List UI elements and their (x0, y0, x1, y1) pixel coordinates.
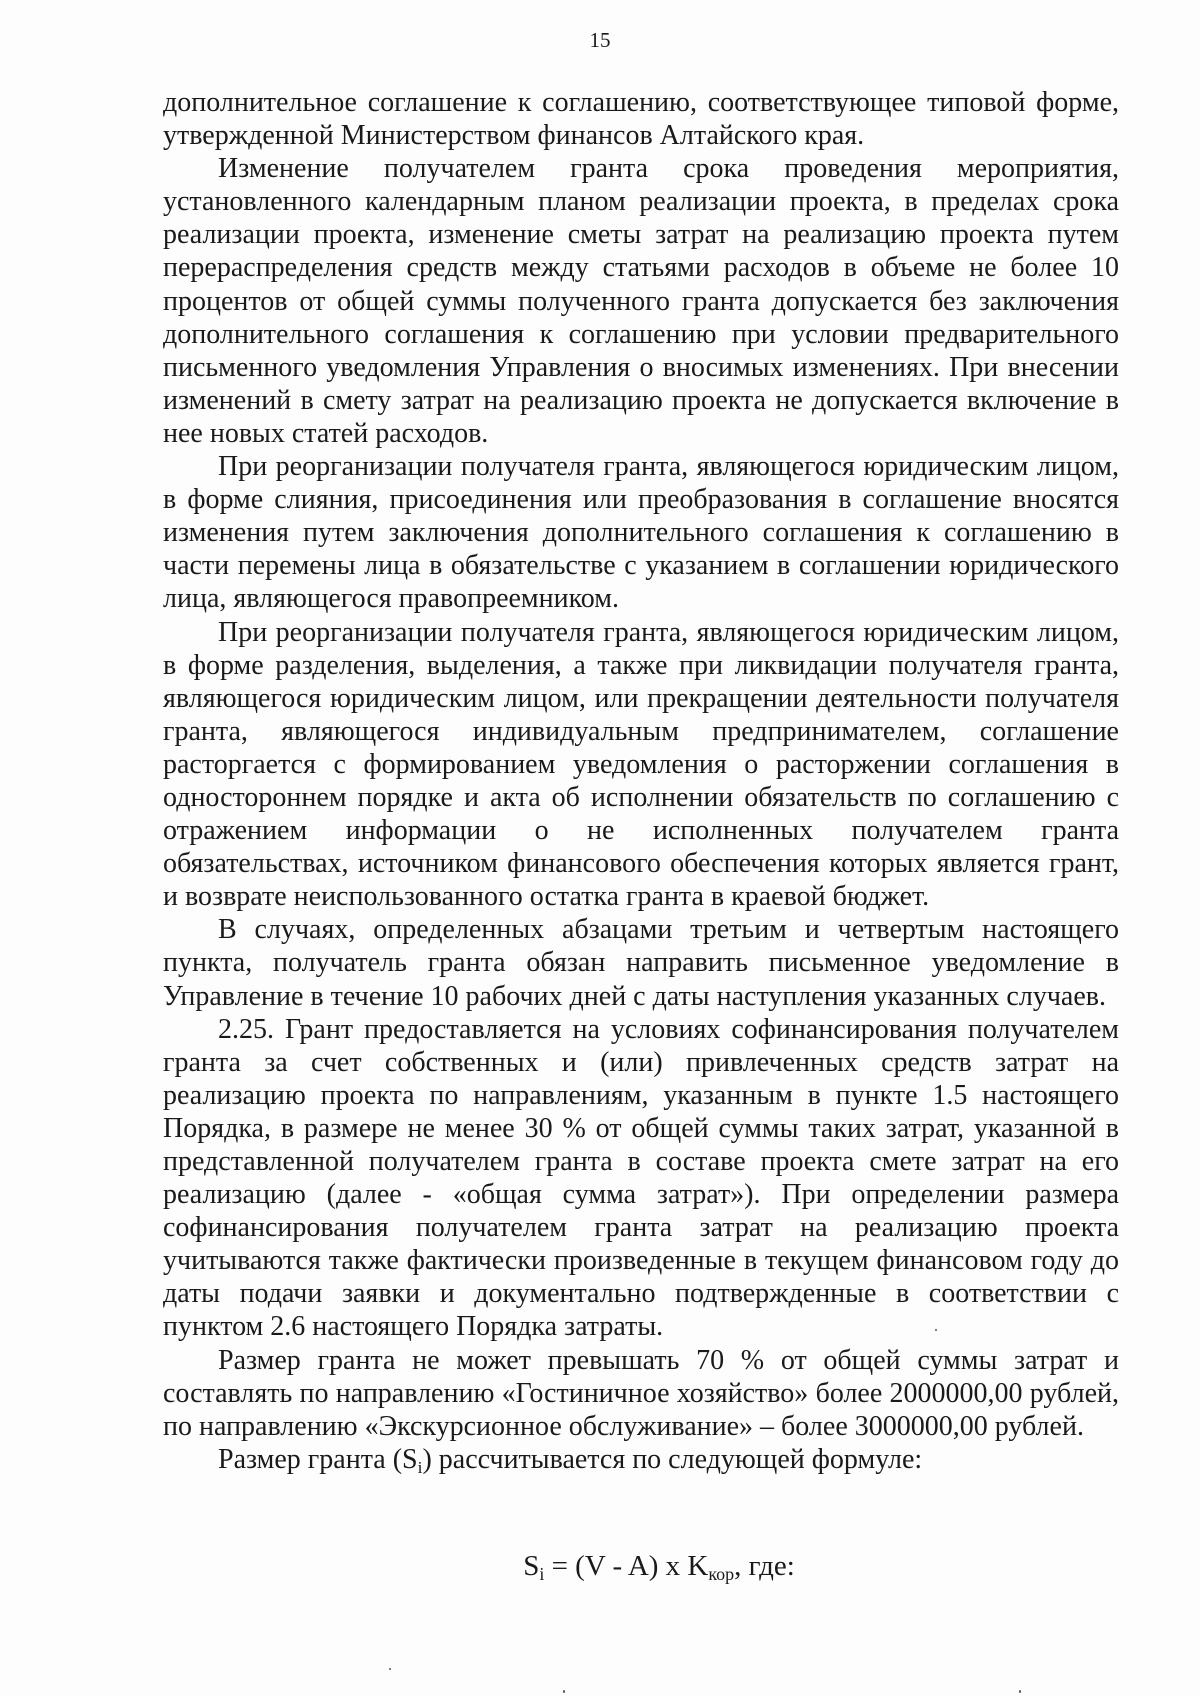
formula-subscript-i: i (539, 1564, 545, 1584)
formula-intro-subscript: i (417, 1457, 423, 1477)
formula-intro-before: Размер гранта (S (218, 1443, 418, 1475)
paragraph: В случаях, определенных абзацами третьим и четвертым настоящего пункта, получатель гранта обязан направить письменное уведомление в Управление в течение 10 рабочих дней с даты наступления указанных случаев. (163, 914, 1119, 1012)
paragraph: 2.25. Грант предоставляется на условиях софинансирования получателем гранта за счет собственных и (или) привлеченных средств затрат на реализацию проекта по направлениям, указанным в пункте 1.5 настоящего Порядка, в размере не менее 30 % от общей суммы таких затрат, указанной в представленной получателем гранта в составе проекта смете затрат на его реализацию (далее - «общая сумма затрат»). При определении размера софинансирования получателем гранта затрат на реализацию проекта учитываются также фактически произведенные в текущем финансовом году до даты подачи заявки и документально подтвержденные в соответствии с пунктом 2.6 настоящего Порядка затраты. (163, 1013, 1119, 1343)
paragraph: Размер гранта не может превышать 70 % от общей суммы затрат и составлять по направлению «Гостиничное хозяйство» более 2000000,00 рублей, по направлению «Экскурсионное обслуживание» – более 3000000,00 рублей. (163, 1344, 1119, 1442)
formula-symbol-s: S (523, 1550, 540, 1582)
paragraph: Изменение получателем гранта срока проведения мероприятия, установленного календарным планом реализации проекта, в пределах срока реализации проекта, изменение сметы затрат на реализацию проекта путем перераспределения средств между статьями расходов в объеме не более 10 процентов от общей суммы полученного гранта допускается без заключения дополнительного соглашения к соглашению при условии предварительного письменного уведомления Управления о вносимых изменениях. При внесении изменений в смету затрат на реализацию проекта не допускается включение в нее новых статей расходов. (163, 153, 1119, 449)
grant-formula (0, 1550, 1200, 1585)
paragraph: При реорганизации получателя гранта, являющегося юридическим лицом, в форме разделения, выделения, а также при ликвидации получателя гранта, являющегося юридическим лицом, или прекращении деятельности получателя гранта, являющегося индивидуальным предпринимателем, соглашение расторгается с формированием уведомления о расторжении соглашения в одностороннем порядке и акта об исполнении обязательств по соглашению с отражением информации о не исполненных получателем гранта обязательствах, источником финансового обеспечения которых является грант, и возврате неиспользованного остатка гранта в краевой бюджет. (163, 616, 1119, 913)
scan-speck (935, 1329, 937, 1331)
scan-speck (563, 1690, 565, 1693)
page-number: 15 (589, 28, 611, 52)
paragraph: При реорганизации получателя гранта, являющегося юридическим лицом, в форме слияния, присоединения или преобразования в соглашение вносятся изменения путем заключения дополнительного соглашения к соглашению в части перемены лица в обязательстве с указанием в соглашении юридического лица, являющегося правопреемником. (163, 451, 1119, 615)
formula-subscript-kor: кор (708, 1564, 735, 1584)
scan-speck (389, 1668, 391, 1670)
document-body (163, 86, 1119, 1484)
formula-tail: , где: (734, 1550, 795, 1582)
paragraph: дополнительное соглашение к соглашению, соответствующее типовой форме, утвержденной Министерством финансов Алтайского края. (163, 87, 1119, 152)
scan-speck (1019, 1690, 1021, 1693)
formula-expression: = (V - A) x K (544, 1550, 709, 1582)
formula-intro-after: ) рассчитывается по следующей формуле: (422, 1443, 923, 1475)
formula-intro (163, 1443, 1119, 1484)
